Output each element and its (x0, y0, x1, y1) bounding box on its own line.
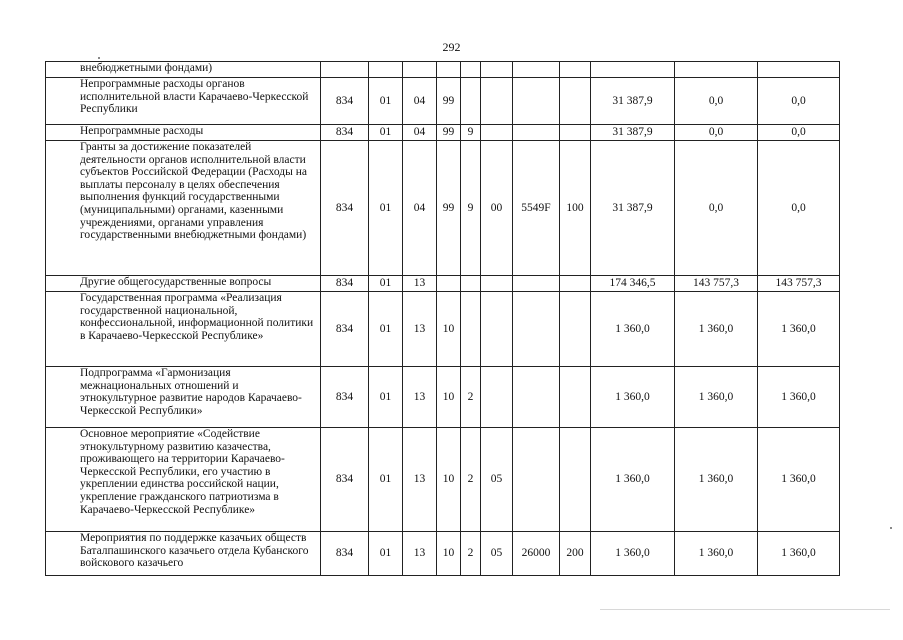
cell-direction: 26000 (513, 532, 560, 576)
cell-amount-1: 1 360,0 (591, 292, 675, 367)
cell-amount-2 (675, 62, 758, 78)
row-name: Мероприятия по поддержке казачьих обществ Баталпашинского казачьего отдела Кубанского войскового казачьего (46, 532, 321, 576)
scan-shadow-line (600, 609, 890, 610)
cell-subprogram (461, 62, 481, 78)
cell-subsection (403, 62, 437, 78)
cell-ministry: 834 (321, 141, 369, 276)
cell-amount-3: 1 360,0 (758, 292, 840, 367)
cell-amount-2: 1 360,0 (675, 292, 758, 367)
cell-expense-type (560, 428, 591, 532)
cell-expense-type (560, 125, 591, 141)
cell-direction (513, 276, 560, 292)
cell-expense-type (560, 292, 591, 367)
cell-amount-1: 174 346,5 (591, 276, 675, 292)
table-row (46, 78, 840, 125)
cell-activity (481, 62, 513, 78)
row-name: Непрограммные расходы органов исполнительной власти Карачаево-Черкесской Республики (46, 78, 321, 125)
cell-ministry: 834 (321, 428, 369, 532)
page-number: 292 (442, 40, 461, 54)
cell-amount-2: 0,0 (675, 141, 758, 276)
row-name: внебюджетными фондами) (46, 62, 321, 78)
cell-ministry (321, 62, 369, 78)
cell-expense-type (560, 276, 591, 292)
table-row (46, 62, 840, 78)
cell-amount-2: 1 360,0 (675, 428, 758, 532)
cell-amount-3: 1 360,0 (758, 367, 840, 428)
cell-amount-3: 143 757,3 (758, 276, 840, 292)
cell-direction (513, 367, 560, 428)
cell-subsection: 04 (403, 141, 437, 276)
cell-section: 01 (369, 292, 403, 367)
cell-ministry: 834 (321, 292, 369, 367)
row-name: Другие общегосударственные вопросы (46, 276, 321, 292)
row-name: Гранты за достижение показателей деятельности органов исполнительной власти субъектов Российской Федерации (Расходы на выплаты персоналу в целях обеспечения выполнения функций государственными (муниципальными) органами, казенными учреждениями, органами управления государственными внебюджетными фондами) (46, 141, 321, 276)
cell-subprogram: 9 (461, 141, 481, 276)
cell-amount-1: 31 387,9 (591, 141, 675, 276)
row-name: Подпрограмма «Гармонизация межнациональных отношений и этнокультурное развитие народов Карачаево-Черкесской Республики» (46, 367, 321, 428)
cell-subprogram: 2 (461, 532, 481, 576)
scan-speck (890, 527, 892, 529)
cell-subsection: 13 (403, 532, 437, 576)
cell-activity (481, 292, 513, 367)
table-row (46, 141, 840, 276)
cell-amount-2: 0,0 (675, 78, 758, 125)
table-row (46, 428, 840, 532)
cell-activity (481, 78, 513, 125)
cell-amount-2: 0,0 (675, 125, 758, 141)
cell-amount-2: 1 360,0 (675, 367, 758, 428)
cell-subprogram (461, 292, 481, 367)
row-name: Непрограммные расходы (46, 125, 321, 141)
cell-activity (481, 276, 513, 292)
cell-direction (513, 292, 560, 367)
cell-program (437, 276, 461, 292)
cell-expense-type (560, 367, 591, 428)
cell-direction (513, 125, 560, 141)
cell-ministry: 834 (321, 125, 369, 141)
cell-amount-1 (591, 62, 675, 78)
row-name: Государственная программа «Реализация государственной национальной, конфессиональной, информационной политики в Карачаево-Черкесской Республике» (46, 292, 321, 367)
cell-program: 99 (437, 141, 461, 276)
cell-amount-2: 1 360,0 (675, 532, 758, 576)
cell-subsection: 13 (403, 428, 437, 532)
table-row (46, 367, 840, 428)
cell-ministry: 834 (321, 276, 369, 292)
cell-subsection: 04 (403, 78, 437, 125)
cell-expense-type: 100 (560, 141, 591, 276)
cell-section: 01 (369, 125, 403, 141)
cell-subprogram (461, 276, 481, 292)
cell-amount-1: 31 387,9 (591, 78, 675, 125)
cell-program: 99 (437, 78, 461, 125)
cell-ministry: 834 (321, 78, 369, 125)
scan-speck (98, 57, 100, 59)
cell-ministry: 834 (321, 532, 369, 576)
cell-amount-3: 1 360,0 (758, 428, 840, 532)
cell-direction (513, 62, 560, 78)
cell-program: 10 (437, 292, 461, 367)
cell-subprogram: 2 (461, 428, 481, 532)
cell-direction (513, 428, 560, 532)
cell-program: 10 (437, 532, 461, 576)
cell-direction: 5549F (513, 141, 560, 276)
cell-amount-3: 0,0 (758, 125, 840, 141)
table-row (46, 532, 840, 576)
table-row (46, 276, 840, 292)
cell-section: 01 (369, 78, 403, 125)
cell-subprogram: 2 (461, 367, 481, 428)
cell-expense-type (560, 62, 591, 78)
cell-subsection: 13 (403, 292, 437, 367)
cell-amount-3: 1 360,0 (758, 532, 840, 576)
cell-amount-1: 1 360,0 (591, 428, 675, 532)
cell-ministry: 834 (321, 367, 369, 428)
cell-activity: 00 (481, 141, 513, 276)
budget-table (45, 61, 840, 576)
cell-program: 10 (437, 367, 461, 428)
cell-expense-type (560, 78, 591, 125)
row-name: Основное мероприятие «Содействие этнокультурному развитию казачества, проживающего на территории Карачаево-Черкесской Республики, его участию в укреплении единства российской нации, укрепление гражданского патриотизма в Карачаево-Черкесской Республике» (46, 428, 321, 532)
cell-amount-3: 0,0 (758, 78, 840, 125)
cell-amount-3 (758, 62, 840, 78)
cell-amount-1: 1 360,0 (591, 367, 675, 428)
cell-amount-1: 1 360,0 (591, 532, 675, 576)
cell-activity (481, 125, 513, 141)
cell-amount-2: 143 757,3 (675, 276, 758, 292)
cell-subsection: 04 (403, 125, 437, 141)
table-row (46, 125, 840, 141)
cell-section: 01 (369, 367, 403, 428)
cell-program: 99 (437, 125, 461, 141)
cell-section: 01 (369, 428, 403, 532)
cell-subsection: 13 (403, 367, 437, 428)
cell-section: 01 (369, 141, 403, 276)
table-row (46, 292, 840, 367)
cell-amount-1: 31 387,9 (591, 125, 675, 141)
cell-direction (513, 78, 560, 125)
cell-activity: 05 (481, 532, 513, 576)
cell-program: 10 (437, 428, 461, 532)
cell-amount-3: 0,0 (758, 141, 840, 276)
cell-activity: 05 (481, 428, 513, 532)
cell-expense-type: 200 (560, 532, 591, 576)
cell-subsection: 13 (403, 276, 437, 292)
cell-subprogram: 9 (461, 125, 481, 141)
cell-section: 01 (369, 276, 403, 292)
cell-subprogram (461, 78, 481, 125)
cell-section (369, 62, 403, 78)
cell-program (437, 62, 461, 78)
cell-activity (481, 367, 513, 428)
cell-section: 01 (369, 532, 403, 576)
